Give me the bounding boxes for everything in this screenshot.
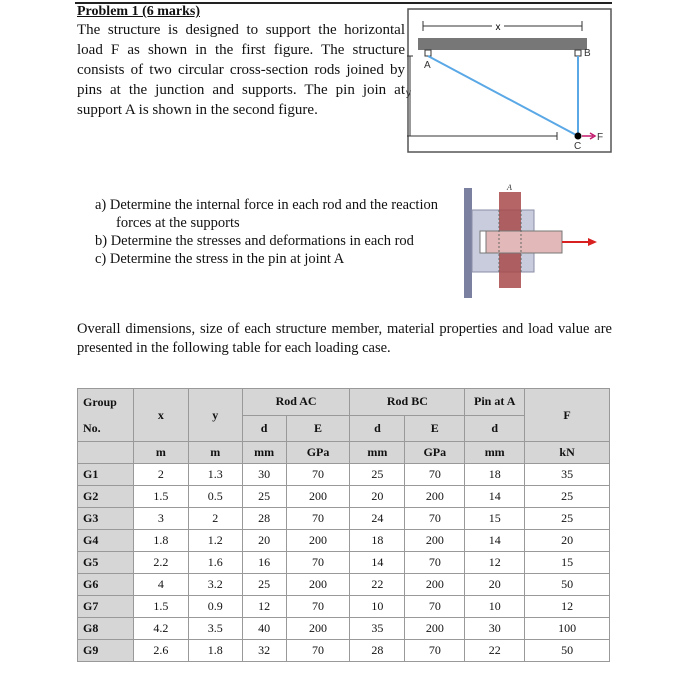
group-cell: G9 (78, 640, 134, 662)
question-list (95, 196, 455, 268)
value-cell: 35 (350, 618, 405, 640)
value-cell: 1.5 (133, 486, 188, 508)
group-cell: G2 (78, 486, 134, 508)
value-cell: 2 (133, 464, 188, 486)
problem-title: Problem 1 (6 marks) (77, 4, 200, 19)
header-rod-bc: Rod BC (350, 389, 465, 416)
value-cell: 20 (350, 486, 405, 508)
value-cell: 70 (405, 508, 465, 530)
table-row (78, 552, 610, 574)
value-cell: 22 (465, 640, 525, 662)
header-pin-a: Pin at A (465, 389, 525, 416)
value-cell: 28 (350, 640, 405, 662)
unit-cell: m (133, 442, 188, 464)
value-cell: 50 (525, 574, 610, 596)
value-cell: 70 (405, 464, 465, 486)
value-cell: 50 (525, 640, 610, 662)
value-cell: 20 (242, 530, 286, 552)
overall-text: Overall dimensions, size of each structure member, material properties and load value are presented in the following table for each loading case. (77, 321, 612, 356)
value-cell: 16 (242, 552, 286, 574)
value-cell: 70 (286, 596, 350, 618)
group-cell: G5 (78, 552, 134, 574)
table-row (78, 574, 610, 596)
label-a: A (424, 60, 431, 71)
value-cell: 25 (242, 574, 286, 596)
pin-c (575, 133, 582, 140)
table-row (78, 486, 610, 508)
value-cell: 10 (465, 596, 525, 618)
group-cell: G4 (78, 530, 134, 552)
value-cell: 25 (242, 486, 286, 508)
value-cell: 30 (465, 618, 525, 640)
value-cell: 0.5 (188, 486, 242, 508)
value-cell: 200 (405, 530, 465, 552)
value-cell: 0.9 (188, 596, 242, 618)
group-cell: G7 (78, 596, 134, 618)
question-a: a) Determine the internal force in each rod and the reaction forces at the supports (95, 197, 438, 231)
value-cell: 1.6 (188, 552, 242, 574)
unit-cell: mm (465, 442, 525, 464)
value-cell: 2.2 (133, 552, 188, 574)
value-cell: 14 (465, 486, 525, 508)
header-rod-ac: Rod AC (242, 389, 350, 416)
label-c: C (574, 141, 582, 152)
value-cell: 70 (286, 552, 350, 574)
value-cell: 20 (525, 530, 610, 552)
header-e: E (286, 415, 350, 442)
header-x: x (133, 389, 188, 442)
value-cell: 1.3 (188, 464, 242, 486)
unit-cell: mm (350, 442, 405, 464)
structure-figure (407, 8, 612, 153)
group-cell: G3 (78, 508, 134, 530)
label-a: A (507, 183, 512, 192)
value-cell: 14 (465, 530, 525, 552)
unit-cell: mm (242, 442, 286, 464)
beam (418, 38, 587, 50)
data-table (77, 388, 610, 662)
value-cell: 70 (405, 596, 465, 618)
x-label: x (495, 22, 501, 33)
value-cell: 200 (286, 618, 350, 640)
value-cell: 10 (350, 596, 405, 618)
question-b: b) Determine the stresses and deformations in each rod (95, 233, 414, 249)
header-blank (78, 442, 134, 464)
header-d: d (242, 415, 286, 442)
value-cell: 200 (286, 486, 350, 508)
value-cell: 3.5 (188, 618, 242, 640)
value-cell: 22 (350, 574, 405, 596)
value-cell: 200 (405, 574, 465, 596)
unit-cell: GPa (405, 442, 465, 464)
value-cell: 3.2 (188, 574, 242, 596)
value-cell: 70 (286, 640, 350, 662)
table-row (78, 508, 610, 530)
value-cell: 200 (405, 618, 465, 640)
value-cell: 40 (242, 618, 286, 640)
value-cell: 28 (242, 508, 286, 530)
value-cell: 30 (242, 464, 286, 486)
table-row (78, 640, 610, 662)
question-c: c) Determine the stress in the pin at joint A (95, 251, 345, 267)
value-cell: 100 (525, 618, 610, 640)
group-cell: G1 (78, 464, 134, 486)
header-group: Group No. (78, 389, 134, 442)
value-cell: 3 (133, 508, 188, 530)
value-cell: 12 (465, 552, 525, 574)
value-cell: 70 (286, 464, 350, 486)
value-cell: 70 (405, 640, 465, 662)
group-cell: G6 (78, 574, 134, 596)
value-cell: 1.8 (133, 530, 188, 552)
unit-cell: GPa (286, 442, 350, 464)
header-d: d (465, 415, 525, 442)
value-cell: 14 (350, 552, 405, 574)
value-cell: 4 (133, 574, 188, 596)
header-f: F (525, 389, 610, 442)
value-cell: 35 (525, 464, 610, 486)
problem-intro: The structure is designed to support the horizontal load F as shown in the first figure. The structure consists of two circular cross-section rods joined by pins at the junction and supports. The pin join at support A is shown in the second figure. (77, 22, 405, 118)
pin-joint-figure (462, 180, 612, 298)
unit-cell: kN (525, 442, 610, 464)
value-cell: 1.8 (188, 640, 242, 662)
value-cell: 15 (465, 508, 525, 530)
label-b: B (584, 48, 591, 59)
unit-cell: m (188, 442, 242, 464)
table-row (78, 464, 610, 486)
header-e: E (405, 415, 465, 442)
value-cell: 12 (525, 596, 610, 618)
value-cell: 4.2 (133, 618, 188, 640)
value-cell: 1.2 (188, 530, 242, 552)
table-row (78, 530, 610, 552)
value-cell: 18 (465, 464, 525, 486)
value-cell: 2.6 (133, 640, 188, 662)
y-label: y (406, 88, 411, 99)
value-cell: 70 (405, 552, 465, 574)
value-cell: 25 (525, 508, 610, 530)
value-cell: 70 (286, 508, 350, 530)
header-y: y (188, 389, 242, 442)
group-cell: G8 (78, 618, 134, 640)
value-cell: 200 (286, 530, 350, 552)
table-row (78, 596, 610, 618)
value-cell: 200 (286, 574, 350, 596)
value-cell: 15 (525, 552, 610, 574)
value-cell: 25 (350, 464, 405, 486)
value-cell: 2 (188, 508, 242, 530)
value-cell: 20 (465, 574, 525, 596)
header-d: d (350, 415, 405, 442)
value-cell: 18 (350, 530, 405, 552)
value-cell: 24 (350, 508, 405, 530)
value-cell: 32 (242, 640, 286, 662)
label-f: F (597, 132, 604, 143)
table-row (78, 618, 610, 640)
value-cell: 12 (242, 596, 286, 618)
value-cell: 1.5 (133, 596, 188, 618)
value-cell: 200 (405, 486, 465, 508)
value-cell: 25 (525, 486, 610, 508)
